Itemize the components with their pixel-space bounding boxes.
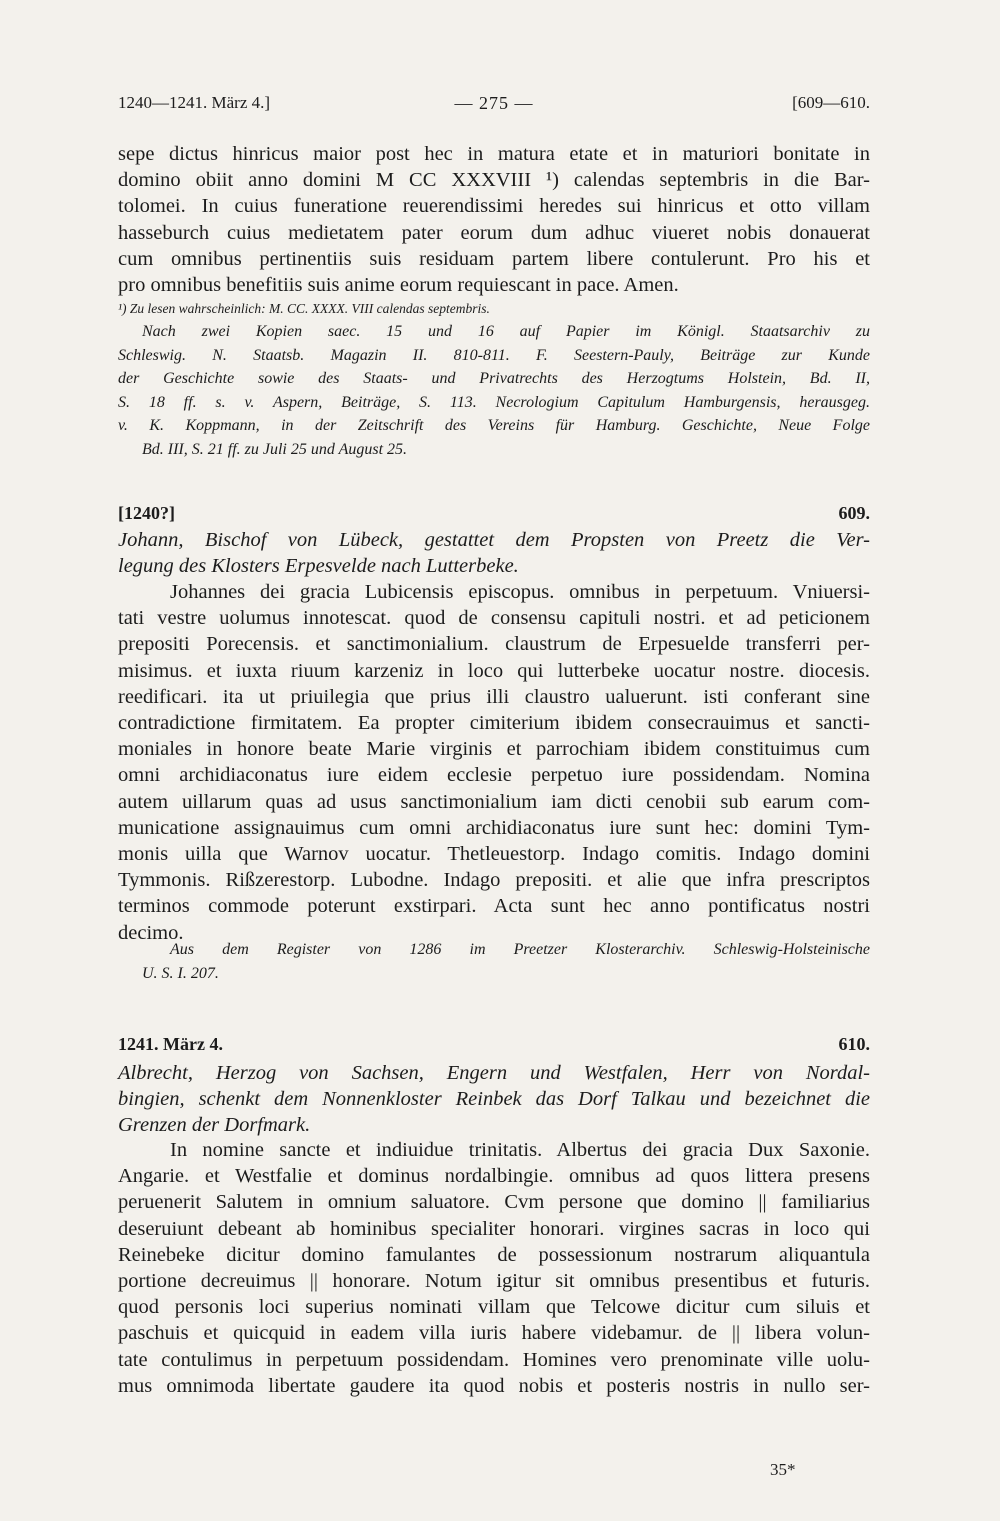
entry-number: 609. — [838, 503, 870, 523]
signature-mark: 35* — [770, 1460, 796, 1479]
text-line: Johannes dei gracia Lubicensis episcopus. omnibus in perpetuum. Vniuersi- — [170, 581, 870, 603]
summary-line: Albrecht, Herzog von Sachsen, Engern und Westfalen, Herr von Nordal- — [118, 1062, 870, 1084]
entry-609-body — [118, 579, 870, 946]
source-line: Bd. III, S. 21 ff. zu Juli 25 und August 25. — [142, 440, 408, 458]
text-line: monis uilla que Warnov uocatur. Thetleuestorp. Indago comitis. Indago domini — [118, 843, 870, 866]
header-date-range: 1240—1241. März 4.] — [118, 93, 271, 112]
entry-609-summary — [118, 527, 870, 579]
summary-line: Grenzen der Dorfmark. — [118, 1114, 311, 1137]
text-line: reedificari. ita ut priuilegia que prius illi claustro ualuerunt. isti conferant sine — [118, 685, 870, 708]
text-line: deseruiunt debeant ab hominibus specialiter honorari. virgines sacras in loco qui — [118, 1217, 870, 1240]
text-line: tati vestre uolumus innotescat. quod de consensu capituli nostri. et ad peticionem — [118, 607, 870, 630]
text-line: mus omnimoda libertate gaudere ita quod nobis et posteris nostris in nullo ser- — [118, 1374, 870, 1397]
entry-610-summary — [118, 1060, 870, 1139]
text-line: pro omnibus benefitiis suis anime eorum requiescant in pace. Amen. — [118, 274, 679, 297]
summary-line: Johann, Bischof von Lübeck, gestattet dem Propsten von Preetz die Ver- — [118, 529, 870, 551]
text-line: moniales in honore beate Marie virginis et parrochiam ibidem constituimus cum — [118, 738, 870, 761]
text-line: In nomine sancte et indiuidue trinitatis. Albertus dei gracia Dux Saxonie. — [170, 1139, 870, 1161]
entry-610-heading — [118, 1034, 870, 1058]
running-header — [118, 93, 870, 119]
text-line: Angarie. et Westfalie et dominus nordalbingie. omnibus ad quos littera presens — [118, 1165, 870, 1188]
text-line: cum omnibus pertinentiis suis residuam partem libere contulerunt. Pro his et — [118, 247, 870, 270]
text-line: prepositi Porecensis. et sanctimonialium. claustrum de Erpesuelde transferri per- — [118, 633, 870, 656]
text-line: Tymmonis. Rißzerestorp. Lubodne. Indago prepositi. et alie que infra prescriptos — [118, 869, 870, 892]
entry-date: 1241. März 4. — [118, 1034, 223, 1054]
intro-source-note — [118, 320, 870, 461]
entry-number: 610. — [838, 1034, 870, 1054]
page-number: — 275 — — [454, 93, 534, 113]
text-line: sepe dictus hinricus maior post hec in matura etate et in maturiori bonitate in — [118, 143, 870, 165]
text-line: contradictione firmitatem. Ea propter cimiterium ibidem consecrauimus et sancti- — [118, 712, 870, 735]
text-line: domino obiit anno domini M CC XXXVIII ¹) calendas septembris in die Bar- — [118, 169, 870, 192]
text-line: quod personis loci superius nominati villam que Telcowe dicitur cum siluis et — [118, 1296, 870, 1319]
text-line: terminos commode poterunt exstirpari. Acta sunt hec anno pontificatus nostri — [118, 895, 870, 918]
source-line: Schleswig. N. Staatsb. Magazin II. 810-811. F. Seestern-Pauly, Beiträge zur Kunde — [118, 346, 870, 364]
header-entry-range: [609—610. — [792, 93, 870, 112]
text-line: omni archidiaconatus iure eidem ecclesie perpetuo iure possidendam. Nomina — [118, 764, 870, 787]
footnote: ¹) Zu lesen wahrscheinlich: M. CC. XXXX. VIII calendas septembris. — [118, 301, 490, 316]
entry-609-heading — [118, 503, 870, 527]
text-line: misimus. et iuxta riuum karzeniz in loco qui lutterbeke uocatur nostre. diocesis. — [118, 659, 870, 682]
text-line: portione decreuimus || honorare. Notum igitur sit omnibus presentibus et futuris. — [118, 1270, 870, 1293]
summary-line: bingien, schenkt dem Nonnenkloster Reinbek das Dorf Talkau und bezeichnet die — [118, 1088, 870, 1111]
text-line: tolomei. In cuius funeratione reuerendissimi heredes sui hinricus et otto villam — [118, 195, 870, 218]
summary-line: legung des Klosters Erpesvelde nach Lutterbeke. — [118, 555, 519, 578]
text-line: hasseburch cuius medietatem pater eorum dum adhuc viueret nobis donauerat — [118, 221, 870, 244]
source-line: S. 18 ff. s. v. Aspern, Beiträge, S. 113. Necrologium Capitulum Hamburgensis, herausgeg. — [118, 393, 870, 411]
source-line: U. S. I. 207. — [142, 964, 219, 982]
text-line: peruenerit Salutem in omnium saluatore. Cvm persone que domino || familiarius — [118, 1191, 870, 1214]
source-line: Nach zwei Kopien saec. 15 und 16 auf Papier im Königl. Staatsarchiv zu — [142, 323, 870, 340]
text-line: tate contulimus in perpetuum possidendam. Homines vero prenominate ville uolu- — [118, 1348, 870, 1371]
text-line: decimo. — [118, 921, 184, 944]
text-line: municatione assignauimus cum omni archidiaconatus iure sunt hec: domini Tym- — [118, 816, 870, 839]
source-line: v. K. Koppmann, in der Zeitschrift des Vereins für Hamburg. Geschichte, Neue Folge — [118, 417, 870, 434]
entry-609-source-note — [118, 938, 870, 985]
text-line: autem uillarum quas ad usus sanctimonialium iam dicti cenobii sub earum com- — [118, 790, 870, 813]
text-line: Reinebeke dicitur domino famulantes de possessionum nostrarum aliquantula — [118, 1243, 870, 1266]
entry-date: [1240?] — [118, 503, 175, 523]
entry-610-body — [118, 1137, 870, 1399]
text-line: paschuis et quicquid in eadem villa iuris habere videbamur. de || libera volun- — [118, 1322, 870, 1345]
source-line: der Geschichte sowie des Staats- und Privatrechts des Herzogtums Holstein, Bd. II, — [118, 370, 870, 387]
intro-text — [118, 141, 870, 298]
source-line: Aus dem Register von 1286 im Preetzer Klosterarchiv. Schleswig-Holsteinische — [170, 941, 870, 958]
